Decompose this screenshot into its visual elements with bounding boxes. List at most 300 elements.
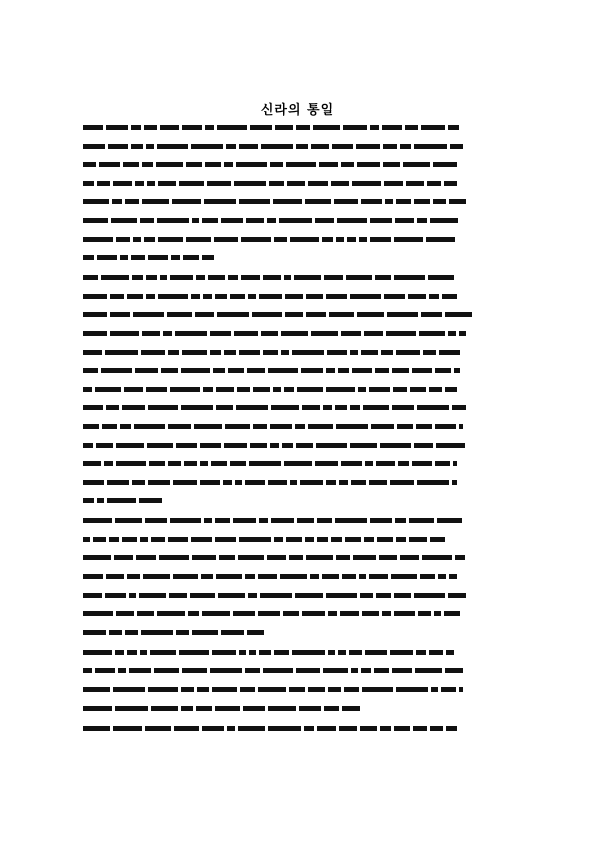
word-mark xyxy=(417,480,449,485)
word-mark xyxy=(323,668,348,673)
word-mark xyxy=(93,537,106,542)
word-mark xyxy=(446,726,457,731)
word-mark xyxy=(315,461,338,466)
word-mark xyxy=(83,518,112,523)
word-mark xyxy=(416,424,432,429)
word-mark xyxy=(441,687,456,692)
word-mark xyxy=(405,125,418,130)
word-mark xyxy=(215,537,236,542)
word-mark xyxy=(369,480,387,485)
word-mark xyxy=(233,518,256,523)
word-mark xyxy=(274,537,283,542)
text-line xyxy=(83,217,514,225)
word-mark xyxy=(274,237,287,242)
word-mark xyxy=(361,668,371,673)
word-mark xyxy=(359,237,367,242)
word-mark xyxy=(455,555,465,560)
word-mark xyxy=(326,368,335,373)
word-mark xyxy=(230,461,246,466)
word-mark xyxy=(202,611,230,616)
word-mark xyxy=(319,162,338,167)
text-line xyxy=(83,423,514,431)
word-mark xyxy=(238,555,264,560)
word-mark xyxy=(395,218,414,223)
word-mark xyxy=(392,668,412,673)
word-mark xyxy=(157,611,185,616)
text-line xyxy=(83,367,514,375)
word-mark xyxy=(270,424,292,429)
text-line xyxy=(83,274,514,282)
word-mark xyxy=(113,687,145,692)
word-mark xyxy=(328,611,337,616)
word-mark xyxy=(302,611,325,616)
word-mark xyxy=(125,199,139,204)
word-mark xyxy=(101,275,129,280)
text-line xyxy=(83,479,514,487)
word-mark xyxy=(115,650,124,655)
word-mark xyxy=(208,275,225,280)
word-mark xyxy=(83,255,94,260)
word-mark xyxy=(338,650,346,655)
word-mark xyxy=(268,368,298,373)
word-mark xyxy=(116,461,146,466)
word-mark xyxy=(341,331,361,336)
word-mark xyxy=(281,331,308,336)
word-mark xyxy=(430,726,443,731)
word-mark xyxy=(421,312,442,317)
word-mark xyxy=(241,237,271,242)
word-mark xyxy=(282,443,293,448)
word-mark xyxy=(223,480,232,485)
word-mark xyxy=(363,405,389,410)
word-mark xyxy=(268,480,287,485)
word-mark xyxy=(182,350,207,355)
word-mark xyxy=(394,275,425,280)
word-mark xyxy=(259,294,282,299)
word-mark xyxy=(118,668,126,673)
word-mark xyxy=(156,162,183,167)
word-mark xyxy=(459,331,466,336)
word-mark xyxy=(146,275,157,280)
word-mark xyxy=(296,668,320,673)
word-mark xyxy=(346,275,372,280)
word-mark xyxy=(218,593,245,598)
word-mark xyxy=(174,726,199,731)
word-mark xyxy=(157,144,188,149)
word-mark xyxy=(299,706,321,711)
word-mark xyxy=(145,726,171,731)
word-mark xyxy=(83,331,107,336)
word-mark xyxy=(129,668,151,673)
paragraph xyxy=(83,725,514,733)
word-mark xyxy=(428,275,454,280)
word-mark xyxy=(374,668,389,673)
word-mark xyxy=(95,387,121,392)
word-mark xyxy=(115,706,148,711)
word-mark xyxy=(217,125,247,130)
word-mark xyxy=(148,687,178,692)
word-mark xyxy=(375,275,391,280)
word-mark xyxy=(390,650,413,655)
word-mark xyxy=(409,518,434,523)
paragraph xyxy=(83,274,514,505)
word-mark xyxy=(453,461,457,466)
text-line xyxy=(83,349,514,357)
word-mark xyxy=(289,555,303,560)
word-mark xyxy=(423,350,436,355)
word-mark xyxy=(446,650,454,655)
word-mark xyxy=(450,144,463,149)
word-mark xyxy=(271,405,299,410)
word-mark xyxy=(83,461,101,466)
word-mark xyxy=(369,574,388,579)
text-line xyxy=(83,311,514,319)
word-mark xyxy=(170,387,200,392)
word-mark xyxy=(146,294,155,299)
word-mark xyxy=(386,331,416,336)
word-mark xyxy=(394,593,411,598)
word-mark xyxy=(225,424,250,429)
word-mark xyxy=(413,726,427,731)
word-mark xyxy=(113,181,132,186)
word-mark xyxy=(133,312,164,317)
word-mark xyxy=(139,593,166,598)
word-mark xyxy=(137,611,154,616)
word-mark xyxy=(261,331,278,336)
word-mark xyxy=(83,726,110,731)
text-line xyxy=(83,497,174,505)
word-mark xyxy=(296,144,308,149)
word-mark xyxy=(384,181,403,186)
word-mark xyxy=(158,181,176,186)
word-mark xyxy=(335,518,367,523)
word-mark xyxy=(414,443,433,448)
word-mark xyxy=(83,687,110,692)
word-mark xyxy=(183,255,199,260)
word-mark xyxy=(205,125,214,130)
word-mark xyxy=(157,218,189,223)
word-mark xyxy=(417,218,427,223)
word-mark xyxy=(274,650,289,655)
word-mark xyxy=(202,726,224,731)
word-mark xyxy=(168,424,191,429)
word-mark xyxy=(224,350,236,355)
word-mark xyxy=(192,218,199,223)
text-line xyxy=(83,124,514,132)
text-line xyxy=(83,536,514,544)
word-mark xyxy=(250,125,272,130)
word-mark xyxy=(353,555,376,560)
word-mark xyxy=(351,668,358,673)
word-mark xyxy=(350,405,360,410)
word-mark xyxy=(397,424,413,429)
word-mark xyxy=(192,555,216,560)
word-mark xyxy=(136,555,156,560)
word-mark xyxy=(173,574,198,579)
word-mark xyxy=(259,650,271,655)
word-mark xyxy=(221,630,244,635)
word-mark xyxy=(427,181,441,186)
text-line xyxy=(83,161,514,169)
word-mark xyxy=(351,480,366,485)
word-mark xyxy=(123,162,139,167)
word-mark xyxy=(339,480,348,485)
word-mark xyxy=(435,424,456,429)
word-mark xyxy=(109,630,122,635)
word-mark xyxy=(419,331,445,336)
word-mark xyxy=(263,350,278,355)
word-mark xyxy=(127,574,140,579)
word-mark xyxy=(83,480,104,485)
word-mark xyxy=(273,387,281,392)
word-mark xyxy=(261,144,293,149)
word-mark xyxy=(135,368,158,373)
word-mark xyxy=(83,630,106,635)
word-mark xyxy=(108,144,128,149)
word-mark xyxy=(328,687,341,692)
word-mark xyxy=(317,518,332,523)
word-mark xyxy=(239,350,260,355)
word-mark xyxy=(429,650,443,655)
word-mark xyxy=(109,537,119,542)
word-mark xyxy=(263,668,293,673)
word-mark xyxy=(97,255,117,260)
word-mark xyxy=(247,630,264,635)
word-mark xyxy=(286,537,302,542)
word-mark xyxy=(216,387,234,392)
text-line xyxy=(83,386,514,394)
body-text xyxy=(83,124,514,745)
word-mark xyxy=(313,125,340,130)
word-mark xyxy=(243,706,265,711)
word-mark xyxy=(83,537,90,542)
word-mark xyxy=(260,593,292,598)
word-mark xyxy=(228,275,238,280)
word-mark xyxy=(214,237,238,242)
word-mark xyxy=(191,144,223,149)
word-mark xyxy=(430,537,445,542)
word-mark xyxy=(226,144,236,149)
word-mark xyxy=(154,668,179,673)
word-mark xyxy=(361,199,382,204)
word-mark xyxy=(200,443,221,448)
page-title: 신라의 통일 xyxy=(260,103,335,118)
word-mark xyxy=(393,387,407,392)
word-mark xyxy=(170,518,201,523)
word-mark xyxy=(350,350,358,355)
word-mark xyxy=(101,368,132,373)
word-mark xyxy=(459,687,463,692)
word-mark xyxy=(146,387,167,392)
text-line xyxy=(83,517,514,525)
word-mark xyxy=(343,125,367,130)
word-mark xyxy=(95,668,115,673)
word-mark xyxy=(112,199,122,204)
word-mark xyxy=(175,331,207,336)
word-mark xyxy=(269,181,284,186)
word-mark xyxy=(295,424,305,429)
word-mark xyxy=(306,294,323,299)
text-line xyxy=(83,667,514,675)
word-mark xyxy=(300,480,323,485)
word-mark xyxy=(151,706,178,711)
word-mark xyxy=(392,405,414,410)
word-mark xyxy=(213,368,225,373)
word-mark xyxy=(116,237,130,242)
word-mark xyxy=(173,480,197,485)
word-mark xyxy=(445,312,472,317)
word-mark xyxy=(160,125,179,130)
word-mark xyxy=(268,726,301,731)
word-mark xyxy=(301,368,323,373)
text-line xyxy=(83,592,514,600)
word-mark xyxy=(142,331,160,336)
word-mark xyxy=(357,162,380,167)
word-mark xyxy=(429,387,442,392)
word-mark xyxy=(380,443,411,448)
word-mark xyxy=(311,144,329,149)
word-mark xyxy=(412,461,432,466)
word-mark xyxy=(170,275,193,280)
word-mark xyxy=(167,312,192,317)
word-mark xyxy=(182,125,202,130)
word-mark xyxy=(376,461,395,466)
word-mark xyxy=(449,574,457,579)
word-mark xyxy=(332,144,353,149)
word-mark xyxy=(181,706,193,711)
word-mark xyxy=(336,424,368,429)
word-mark xyxy=(361,350,378,355)
word-mark xyxy=(83,387,92,392)
text-line xyxy=(83,143,514,151)
word-mark xyxy=(396,350,420,355)
word-mark xyxy=(215,294,227,299)
word-mark xyxy=(289,687,305,692)
word-mark xyxy=(192,630,218,635)
word-mark xyxy=(247,368,265,373)
word-mark xyxy=(362,611,379,616)
word-mark xyxy=(134,424,165,429)
word-mark xyxy=(150,650,176,655)
word-mark xyxy=(400,555,419,560)
word-mark xyxy=(285,312,303,317)
word-mark xyxy=(83,181,94,186)
word-mark xyxy=(347,237,356,242)
word-mark xyxy=(418,611,431,616)
word-mark xyxy=(210,350,221,355)
word-mark xyxy=(281,350,289,355)
word-mark xyxy=(394,237,423,242)
word-mark xyxy=(449,199,466,204)
word-mark xyxy=(459,424,463,429)
word-mark xyxy=(379,555,397,560)
word-mark xyxy=(445,668,463,673)
word-mark xyxy=(394,611,415,616)
word-mark xyxy=(205,162,221,167)
word-mark xyxy=(385,199,393,204)
word-mark xyxy=(111,218,137,223)
word-mark xyxy=(159,555,189,560)
word-mark xyxy=(203,387,213,392)
text-line xyxy=(83,705,393,713)
word-mark xyxy=(234,331,258,336)
word-mark xyxy=(448,593,466,598)
word-mark xyxy=(219,555,235,560)
word-mark xyxy=(249,461,281,466)
word-mark xyxy=(140,218,154,223)
text-line xyxy=(83,236,514,244)
text-line xyxy=(83,404,514,412)
word-mark xyxy=(331,537,342,542)
word-mark xyxy=(341,461,362,466)
word-mark xyxy=(297,518,314,523)
word-mark xyxy=(414,199,430,204)
word-mark xyxy=(376,593,391,598)
word-mark xyxy=(83,593,102,598)
word-mark xyxy=(99,162,120,167)
word-mark xyxy=(360,593,373,598)
word-mark xyxy=(324,275,343,280)
word-mark xyxy=(267,555,286,560)
word-mark xyxy=(248,593,257,598)
word-mark xyxy=(83,405,103,410)
word-mark xyxy=(172,199,201,204)
text-line xyxy=(83,254,238,262)
word-mark xyxy=(396,199,411,204)
word-mark xyxy=(113,726,142,731)
word-mark xyxy=(245,574,255,579)
word-mark xyxy=(290,480,297,485)
word-mark xyxy=(215,706,240,711)
word-mark xyxy=(365,461,373,466)
word-mark xyxy=(132,275,143,280)
word-mark xyxy=(306,312,326,317)
word-mark xyxy=(83,574,103,579)
word-mark xyxy=(327,350,347,355)
word-mark xyxy=(452,405,466,410)
word-mark xyxy=(245,480,265,485)
word-mark xyxy=(127,294,143,299)
word-mark xyxy=(147,181,155,186)
word-mark xyxy=(239,144,258,149)
word-mark xyxy=(96,443,113,448)
word-mark xyxy=(329,312,354,317)
word-mark xyxy=(326,480,336,485)
word-mark xyxy=(148,480,170,485)
word-mark xyxy=(83,199,109,204)
word-mark xyxy=(339,726,357,731)
word-mark xyxy=(133,237,141,242)
text-line xyxy=(83,629,290,637)
text-line xyxy=(83,725,514,733)
word-mark xyxy=(182,668,207,673)
word-mark xyxy=(140,650,147,655)
word-mark xyxy=(131,144,143,149)
word-mark xyxy=(176,630,189,635)
word-mark xyxy=(83,555,111,560)
word-mark xyxy=(341,162,354,167)
word-mark xyxy=(83,706,112,711)
text-line xyxy=(83,610,514,618)
word-mark xyxy=(158,237,183,242)
word-mark xyxy=(253,424,267,429)
word-mark xyxy=(204,199,236,204)
word-mark xyxy=(216,574,242,579)
word-mark xyxy=(253,387,270,392)
word-mark xyxy=(179,650,209,655)
word-mark xyxy=(356,144,380,149)
word-mark xyxy=(110,294,124,299)
